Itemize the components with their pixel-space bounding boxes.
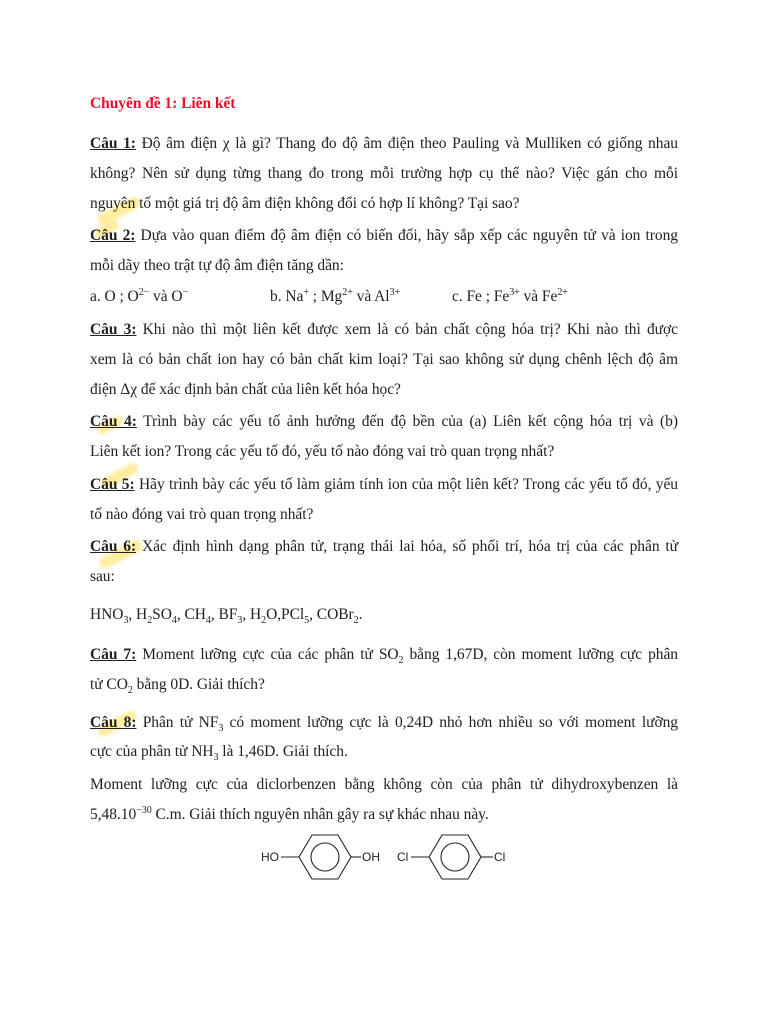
q6-line-1: Câu 6: Xác định hình dạng phân tử, trạng thái lai hóa, số phối trí, hóa trị của các phân tử bbox=[90, 538, 678, 555]
q1-line-1: Câu 1: Độ âm điện χ là gì? Thang đo độ âm điện theo Pauling và Mulliken có giống nhau bbox=[90, 135, 678, 152]
q5-line-2: tố nào đóng vai trò quan trọng nhất? bbox=[90, 506, 314, 523]
q7-line-1: Câu 7: Moment lưỡng cực của các phân tử $SO_2$ bằng 1,67D, còn moment lưỡng cực phân bbox=[90, 646, 679, 667]
q3-label: Câu 3: bbox=[90, 321, 137, 338]
q2-label: Câu 2: bbox=[90, 227, 136, 244]
q2-line-2: mỗi dãy theo trật tự độ âm điện tăng dần: bbox=[90, 257, 344, 274]
q2-option-a: a. O ; $O^{2-}$ và O− bbox=[90, 286, 189, 305]
dihydroxybenzen-structure bbox=[261, 835, 380, 879]
q7-label: Câu 7: bbox=[90, 646, 137, 663]
q3-line-1: Câu 3: Khi nào thì một liên kết được xem là có bản chất cộng hóa trị? Khi nào thì được bbox=[90, 321, 678, 338]
q6-line-2: sau: bbox=[90, 568, 115, 585]
q1-line-3: nguyên tố một giá trị độ âm điện không đổi có hợp lí không? Tại sao? bbox=[90, 195, 520, 212]
page-title: Chuyên đề 1: Liên kết bbox=[90, 95, 236, 112]
extra-line-2: $5,48.10^{-30}$ C.m. Giải thích nguyên nhân gây ra sự khác nhau này. bbox=[90, 804, 489, 823]
m2-right-label: Cl bbox=[494, 850, 506, 864]
q8-line-1: Câu 8: Phân tử $NF_3$ có moment lưỡng cực là 0,24D nhỏ hơn nhiều so với moment lưỡng bbox=[90, 714, 678, 735]
q8-line-2: cực của phân tử $NH_3$ là 1,46D. Giải thích. bbox=[90, 743, 348, 764]
m1-left-label: HO bbox=[261, 850, 279, 864]
q2-option-b: b. Na+ ; $Mg^{2+}$ và $Al^{3+}$ bbox=[270, 286, 401, 305]
q2-option-c: c. Fe ; $Fe^{3+}$ và $Fe^{2+}$ bbox=[452, 286, 568, 305]
q4-label: Câu 4: bbox=[90, 413, 137, 430]
q8-label: Câu 8: bbox=[90, 714, 137, 731]
q6-formulas: $HNO_3$, $H_2SO_4$, $CH_4$, $BF_3$, $H_2O,PCl_5$, COBr$_2$. bbox=[90, 606, 363, 627]
q2-line-1: Câu 2: Dựa vào quan điểm độ âm điện có biến đổi, hãy sắp xếp các nguyên tử và ion trong bbox=[90, 227, 678, 244]
q4-line-1: Câu 4: Trình bày các yếu tố ảnh hưởng đến độ bền của (a) Liên kết cộng hóa trị và (b) bbox=[90, 413, 678, 430]
q1-line-2: không? Nên sử dụng từng thang đo trong mỗi trường hợp cụ thể nào? Việc gán cho mỗi bbox=[90, 165, 678, 182]
diclorbenzen-structure bbox=[397, 835, 505, 879]
q7-line-2: tử $CO_2$ bằng 0D. Giải thích? bbox=[90, 676, 265, 697]
q4-line-2: Liên kết ion? Trong các yếu tố đó, yếu tố nào đóng vai trò quan trọng nhất? bbox=[90, 443, 555, 460]
molecule-structures bbox=[255, 828, 525, 886]
q1-label: Câu 1: bbox=[90, 135, 136, 152]
q3-line-2: xem là có bản chất ion hay có bản chất kim loại? Tại sao không sử dụng chênh lệch độ âm bbox=[90, 351, 678, 368]
m1-right-label: OH bbox=[362, 850, 380, 864]
extra-line-1: Moment lưỡng cực của diclorbenzen bằng không còn của phân tử dihydroxybenzen là bbox=[90, 776, 678, 793]
q5-label: Câu 5: bbox=[90, 476, 135, 493]
m2-left-label: Cl bbox=[397, 850, 409, 864]
q6-label: Câu 6: bbox=[90, 538, 137, 555]
q3-line-3: điện Δχ để xác định bản chất của liên kết hóa học? bbox=[90, 381, 401, 398]
q5-line-1: Câu 5: Hãy trình bày các yếu tố làm giảm tính ion của một liên kết? Trong các yếu tố đó, yếu bbox=[90, 476, 678, 493]
